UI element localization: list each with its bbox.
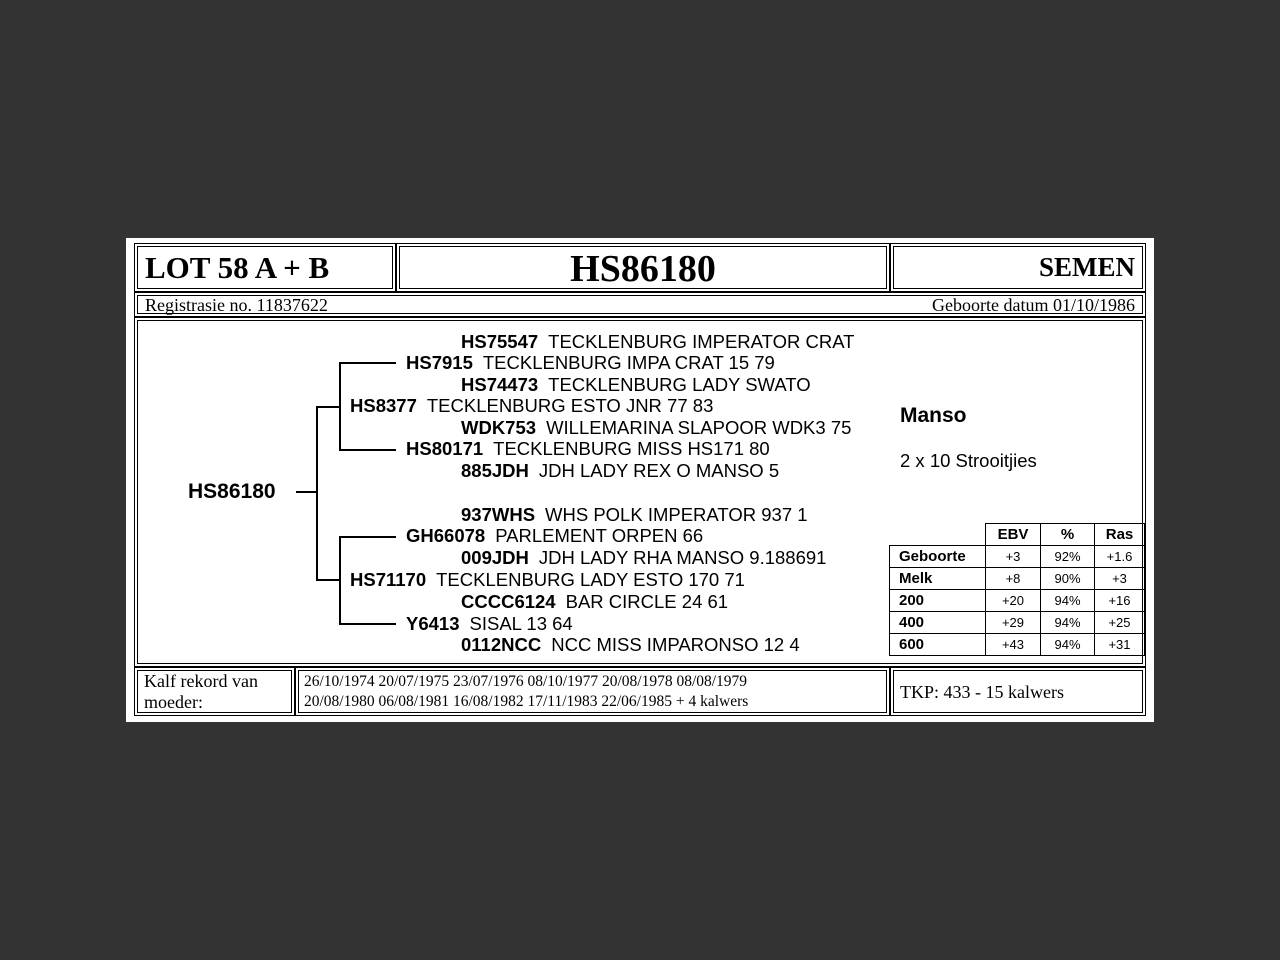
pedigree-code: HS7915 bbox=[406, 352, 473, 373]
pedigree-code: CCCC6124 bbox=[461, 591, 556, 612]
pedigree-code: 0112NCC bbox=[461, 634, 542, 655]
pedigree-name: PARLEMENT ORPEN 66 bbox=[495, 525, 704, 546]
ebv-accuracy: 94% bbox=[1041, 612, 1095, 634]
pedigree-code: HS75547 bbox=[461, 331, 539, 352]
pedigree-name: NCC MISS IMPARONSO 12 4 bbox=[551, 634, 800, 655]
pedigree-entry-dsd bbox=[461, 547, 826, 569]
ebv-row-label: 200 bbox=[890, 590, 986, 612]
ebv-value: +8 bbox=[986, 568, 1041, 590]
calf-record-label: moeder: bbox=[144, 692, 203, 712]
ebv-breed-average: +3 bbox=[1095, 568, 1145, 590]
tree-line bbox=[316, 406, 340, 408]
ebv-corner bbox=[890, 524, 986, 546]
pedigree-entry-sdd bbox=[461, 460, 779, 482]
tree-line bbox=[296, 491, 317, 493]
pedigree-code: HS71170 bbox=[350, 569, 427, 590]
tkp-summary: TKP: 433 - 15 kalwers bbox=[900, 682, 1064, 702]
ebv-breed-average: +1.6 bbox=[1095, 546, 1145, 568]
pedigree-code: 937WHS bbox=[461, 504, 536, 525]
ebv-row-label: 400 bbox=[890, 612, 986, 634]
lot-cell bbox=[134, 243, 396, 292]
ebv-row-label: Geboorte bbox=[890, 546, 986, 568]
ebv-value: +29 bbox=[986, 612, 1041, 634]
ebv-header-row bbox=[890, 524, 1145, 546]
ebv-row bbox=[890, 590, 1145, 612]
pedigree-code: 009JDH bbox=[461, 547, 529, 568]
pedigree-name: TECKLENBURG MISS HS171 80 bbox=[493, 438, 770, 459]
birth-date: Geboorte datum 01/10/1986 bbox=[932, 295, 1135, 315]
pedigree-entry-ds bbox=[406, 525, 703, 547]
ebv-row bbox=[890, 634, 1145, 656]
pedigree-entry-ddd bbox=[461, 634, 800, 656]
pedigree-entry-dss bbox=[461, 504, 808, 526]
pedigree-name: SISAL 13 64 bbox=[469, 613, 573, 634]
tree-line bbox=[339, 623, 396, 625]
ebv-value: +3 bbox=[986, 546, 1041, 568]
animal-id-cell bbox=[396, 243, 890, 292]
product-type: SEMEN bbox=[1038, 252, 1135, 282]
calf-record-label: Kalf rekord van bbox=[144, 671, 258, 691]
pedigree-card bbox=[126, 238, 1154, 722]
tree-line bbox=[316, 406, 318, 580]
pedigree-entry-sds bbox=[461, 417, 851, 439]
ebv-table bbox=[889, 523, 1145, 656]
tkp-cell bbox=[890, 667, 1146, 716]
calf-record-dates: 20/08/1980 06/08/1981 16/08/1982 17/11/1983 22/06/1985 + 4 kalwers bbox=[304, 693, 749, 710]
ebv-accuracy: 92% bbox=[1041, 546, 1095, 568]
details-row bbox=[134, 292, 1146, 317]
pedigree-name: TECKLENBURG IMPA CRAT 15 79 bbox=[482, 352, 775, 373]
pedigree-entry-ss bbox=[406, 352, 775, 374]
pedigree-name: TECKLENBURG IMPERATOR CRAT bbox=[548, 331, 855, 352]
straw-count: 2 x 10 Strooitjies bbox=[900, 450, 1037, 471]
pedigree-name: JDH LADY RHA MANSO 9.188691 bbox=[538, 547, 827, 568]
ebv-column-header: EBV bbox=[986, 524, 1041, 546]
registration-number: Registrasie no. 11837622 bbox=[145, 295, 328, 315]
pedigree-entry-dds bbox=[461, 591, 728, 613]
pedigree-code: HS74473 bbox=[461, 374, 539, 395]
tree-line bbox=[339, 362, 396, 364]
tree-line bbox=[339, 536, 341, 624]
pedigree-code: Y6413 bbox=[406, 613, 460, 634]
ebv-row bbox=[890, 612, 1145, 634]
ebv-breed-average: +25 bbox=[1095, 612, 1145, 634]
product-cell bbox=[890, 243, 1146, 292]
pedigree-name: WILLEMARINA SLAPOOR WDK3 75 bbox=[546, 417, 852, 438]
ebv-column-header: Ras bbox=[1095, 524, 1145, 546]
ebv-breed-average: +31 bbox=[1095, 634, 1145, 656]
ebv-row-label: 600 bbox=[890, 634, 986, 656]
pedigree-code: HS80171 bbox=[406, 438, 484, 459]
tree-line bbox=[316, 579, 340, 581]
calf-record-dates: 26/10/1974 20/07/1975 23/07/1976 08/10/1977 20/08/1978 08/08/1979 bbox=[304, 673, 748, 690]
ebv-accuracy: 90% bbox=[1041, 568, 1095, 590]
pedigree-name: WHS POLK IMPERATOR 937 1 bbox=[545, 504, 808, 525]
pedigree-code: 885JDH bbox=[461, 460, 529, 481]
calf-record-dates-cell bbox=[295, 667, 890, 716]
ebv-column-header: % bbox=[1041, 524, 1095, 546]
bull-name: Manso bbox=[900, 404, 967, 427]
tree-line bbox=[339, 449, 396, 451]
ebv-value: +43 bbox=[986, 634, 1041, 656]
pedigree-entry-sd bbox=[406, 438, 770, 460]
lot-number: LOT 58 A + B bbox=[145, 250, 330, 285]
pedigree-entry-sire bbox=[350, 395, 713, 417]
pedigree-name: TECKLENBURG LADY SWATO bbox=[548, 374, 811, 395]
ebv-row bbox=[890, 568, 1145, 590]
ebv-breed-average: +16 bbox=[1095, 590, 1145, 612]
tree-line bbox=[339, 362, 341, 450]
ebv-row bbox=[890, 546, 1145, 568]
pedigree-code: WDK753 bbox=[461, 417, 537, 438]
pedigree-name: JDH LADY REX O MANSO 5 bbox=[538, 460, 780, 481]
pedigree-name: TECKLENBURG LADY ESTO 170 71 bbox=[436, 569, 745, 590]
pedigree-entry-dam bbox=[350, 569, 745, 591]
pedigree-code: HS8377 bbox=[350, 395, 417, 416]
pedigree-name: BAR CIRCLE 24 61 bbox=[565, 591, 729, 612]
calf-record-label-cell bbox=[134, 667, 295, 716]
ebv-value: +20 bbox=[986, 590, 1041, 612]
ebv-accuracy: 94% bbox=[1041, 634, 1095, 656]
tree-line bbox=[339, 536, 396, 538]
pedigree-entry-ssd bbox=[461, 374, 811, 396]
pedigree-subject: HS86180 bbox=[188, 480, 276, 503]
ebv-accuracy: 94% bbox=[1041, 590, 1095, 612]
pedigree-name: TECKLENBURG ESTO JNR 77 83 bbox=[426, 395, 714, 416]
ebv-row-label: Melk bbox=[890, 568, 986, 590]
pedigree-entry-dd bbox=[406, 613, 573, 635]
pedigree-code: GH66078 bbox=[406, 525, 486, 546]
animal-id-title: HS86180 bbox=[570, 248, 716, 290]
pedigree-entry-sss bbox=[461, 331, 854, 353]
